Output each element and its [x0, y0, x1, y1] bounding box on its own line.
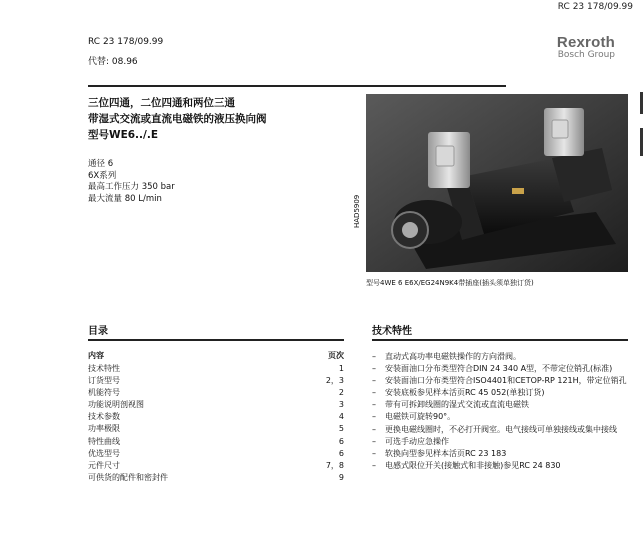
feature-item	[372, 411, 628, 423]
features-list	[372, 351, 628, 472]
toc-row[interactable]	[88, 436, 344, 448]
feature-item	[372, 399, 628, 411]
spec-max-pressure: 最高工作压力 350 bar	[88, 182, 175, 192]
dash-bullet: –	[372, 460, 376, 470]
dash-bullet: –	[372, 376, 376, 386]
toc-item-label: 订货型号	[88, 376, 120, 386]
valve-illustration	[366, 94, 628, 272]
title-line-1: 三位四通，二位四通和两位三通	[88, 97, 235, 109]
feature-text: 软换向型参见样本活页RC 23 183	[385, 448, 507, 458]
toc-item-page: 3	[338, 400, 344, 410]
feature-text: 安装面油口分布类型符合DIN 24 340 A型，不带定位销孔(标准)	[385, 364, 613, 374]
dash-bullet: –	[372, 448, 376, 458]
feature-item	[372, 351, 628, 363]
feature-item	[372, 448, 628, 460]
toc-item-label: 可供货的配件和密封件	[88, 472, 168, 482]
toc-item-label: 元件尺寸	[88, 460, 120, 470]
brand-name: Rexroth	[556, 34, 615, 51]
feature-item	[372, 375, 628, 387]
toc-row[interactable]	[88, 423, 344, 435]
replaces-edition: 代替: 08.96	[88, 57, 138, 67]
title-line-2: 带湿式交流或直流电磁铁的液压换向阀	[88, 113, 267, 125]
toc-row[interactable]	[88, 460, 344, 472]
toc-row[interactable]	[88, 472, 344, 484]
toc-item-page: 2	[338, 388, 344, 398]
dash-bullet: –	[372, 412, 376, 422]
toc-item-page: 9	[338, 472, 344, 482]
features-rule	[372, 339, 628, 341]
feature-text: 电感式限位开关(接触式和非接触)参见RC 24 830	[385, 460, 561, 470]
feature-text: 可选手动应急操作	[385, 436, 449, 446]
toc-column-page: 页次	[328, 351, 344, 360]
toc-item-label: 特性曲线	[88, 436, 120, 446]
spec-nominal-size: 通径 6	[88, 159, 114, 169]
toc-item-label: 优选型号	[88, 448, 120, 458]
header-rule	[88, 85, 506, 87]
feature-item	[372, 387, 628, 399]
brand-logo	[557, 34, 615, 60]
feature-item	[372, 436, 628, 448]
features-heading: 技术特性	[372, 326, 412, 337]
toc-item-page: 2，3	[325, 376, 344, 386]
top-document-reference: RC 23 178/09.99	[557, 2, 633, 12]
title-line-3: 型号WE6../.E	[88, 129, 159, 141]
dash-bullet: –	[372, 400, 376, 410]
feature-text: 电磁铁可旋转90°。	[385, 412, 456, 422]
feature-text: 带有可拆卸线圈的湿式交流或直流电磁铁	[385, 400, 529, 410]
toc-item-page: 4	[338, 412, 344, 422]
toc-item-page: 7，8	[325, 460, 344, 470]
toc-heading: 目录	[88, 326, 108, 337]
toc-row[interactable]	[88, 448, 344, 460]
document-id: RC 23 178/09.99	[88, 37, 164, 47]
toc-row[interactable]	[88, 387, 344, 399]
feature-item	[372, 363, 628, 375]
spec-series: 6X系列	[88, 170, 117, 181]
toc-item-label: 技术参数	[88, 412, 120, 422]
toc-item-page: 5	[338, 424, 344, 434]
dash-bullet: –	[372, 364, 376, 374]
feature-text: 更换电磁线圈时，不必打开阀室。电气接线可单独接线或集中接线	[385, 424, 617, 434]
toc-column-headers	[88, 350, 344, 361]
toc-item-label: 功能说明剖视图	[88, 400, 144, 410]
brand-subtitle: Bosch Group	[557, 50, 615, 60]
toc-column-content: 内容	[88, 351, 104, 360]
toc-row[interactable]	[88, 363, 344, 375]
product-photo	[366, 94, 628, 272]
dash-bullet: –	[372, 436, 376, 446]
feature-text: 安装底板参见样本活页RC 45 052(单独订货)	[385, 388, 545, 398]
toc-row[interactable]	[88, 399, 344, 411]
toc-rule	[88, 339, 344, 341]
photo-caption: 型号4WE 6 E6X/EG24N9K4带插座(插头须单独订货)	[366, 279, 534, 287]
toc-item-page: 6	[338, 448, 344, 458]
dash-bullet: –	[372, 352, 376, 361]
toc-item-page: 1	[338, 364, 344, 373]
feature-text: 安装面油口分布类型符合ISO4401和CETOP-RP 121H，带定位销孔	[385, 376, 627, 386]
product-title	[88, 95, 267, 143]
toc-item-label: 技术特性	[88, 364, 120, 373]
toc-item-page: 6	[338, 436, 344, 446]
photo-reference-id: HAD5909	[353, 194, 361, 228]
toc-item-label: 机能符号	[88, 388, 120, 398]
toc-list	[88, 363, 344, 484]
feature-item	[372, 424, 628, 436]
feature-text: 直动式高功率电磁铁操作的方向滑阀。	[385, 352, 521, 361]
dash-bullet: –	[372, 388, 376, 398]
toc-item-label: 功率极限	[88, 424, 120, 434]
specifications	[88, 159, 175, 205]
toc-row[interactable]	[88, 375, 344, 387]
spec-max-flow: 最大流量 80 L/min	[88, 193, 162, 204]
dash-bullet: –	[372, 424, 376, 434]
toc-row[interactable]	[88, 411, 344, 423]
feature-item	[372, 460, 628, 472]
